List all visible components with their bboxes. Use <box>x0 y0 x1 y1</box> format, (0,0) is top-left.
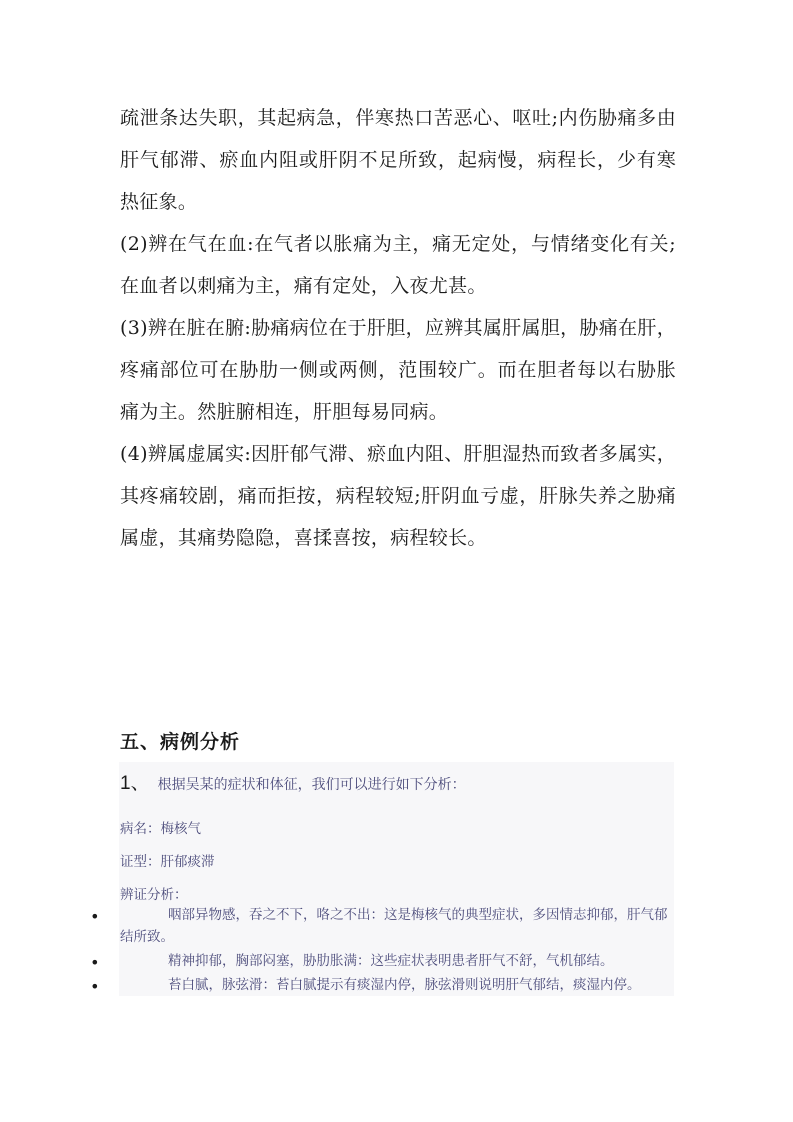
analysis-point-text: 精神抑郁，胸部闷塞，胁肋胀满：这些症状表明患者肝气不舒，气机郁结。 <box>168 953 614 969</box>
bullet-icon: • <box>90 907 100 926</box>
section-title: 五、病例分析 <box>120 731 241 753</box>
list-item <box>90 950 680 972</box>
list-item <box>90 974 680 996</box>
analysis-points-list <box>90 904 680 998</box>
syndrome-pattern: 证型：肝郁痰滞 <box>120 854 215 870</box>
analysis-point-text: 苔白腻，脉弦滑：苔白腻提示有痰湿内停，脉弦滑则说明肝气郁结，痰湿内停。 <box>168 977 641 993</box>
paragraph-exogenous-endogenous: 疏泄条达失职，其起病急，伴寒热口苦恶心、呕吐;内伤胁痛多由肝气郁滞、瘀血内阻或肝阴不足所致，起病慢，病程长，少有寒热征象。 <box>120 107 676 213</box>
bullet-icon: • <box>90 953 100 972</box>
disease-name: 病名：梅核气 <box>120 821 201 837</box>
analysis-point-text: 咽部异物感，吞之不下，咯之不出：这是梅核气的典型症状，多因情志抑郁，肝气郁结所致。 <box>120 907 668 945</box>
list-item <box>90 904 680 948</box>
paragraph-qi-blood: (2)辨在气在血:在气者以胀痛为主，痛无定处，与情绪变化有关;在血者以刺痛为主，痛有定处，入夜尤甚。 <box>120 233 676 297</box>
analysis-label: 辨证分析： <box>120 887 188 903</box>
case-intro: 根据吴某的症状和体征，我们可以进行如下分析： <box>157 777 466 793</box>
bullet-icon: • <box>90 977 100 996</box>
case-heading <box>120 772 466 797</box>
case-number: 1、 <box>120 773 150 794</box>
paragraph-deficiency-excess: (4)辨属虚属实:因肝郁气滞、瘀血内阻、肝胆湿热而致者多属实，其疼痛较剧，痛而拒按，病程较短;肝阴血亏虚，肝脉失养之胁痛属虚，其痛势隐隐，喜揉喜按，病程较长。 <box>120 443 676 549</box>
paragraph-zang-fu: (3)辨在脏在腑:胁痛病位在于肝胆，应辨其属肝属胆，胁痛在肝，疼痛部位可在胁肋一侧或两侧，范围较广。而在胆者每以右胁胀痛为主。然脏腑相连，肝胆每易同病。 <box>120 317 676 423</box>
